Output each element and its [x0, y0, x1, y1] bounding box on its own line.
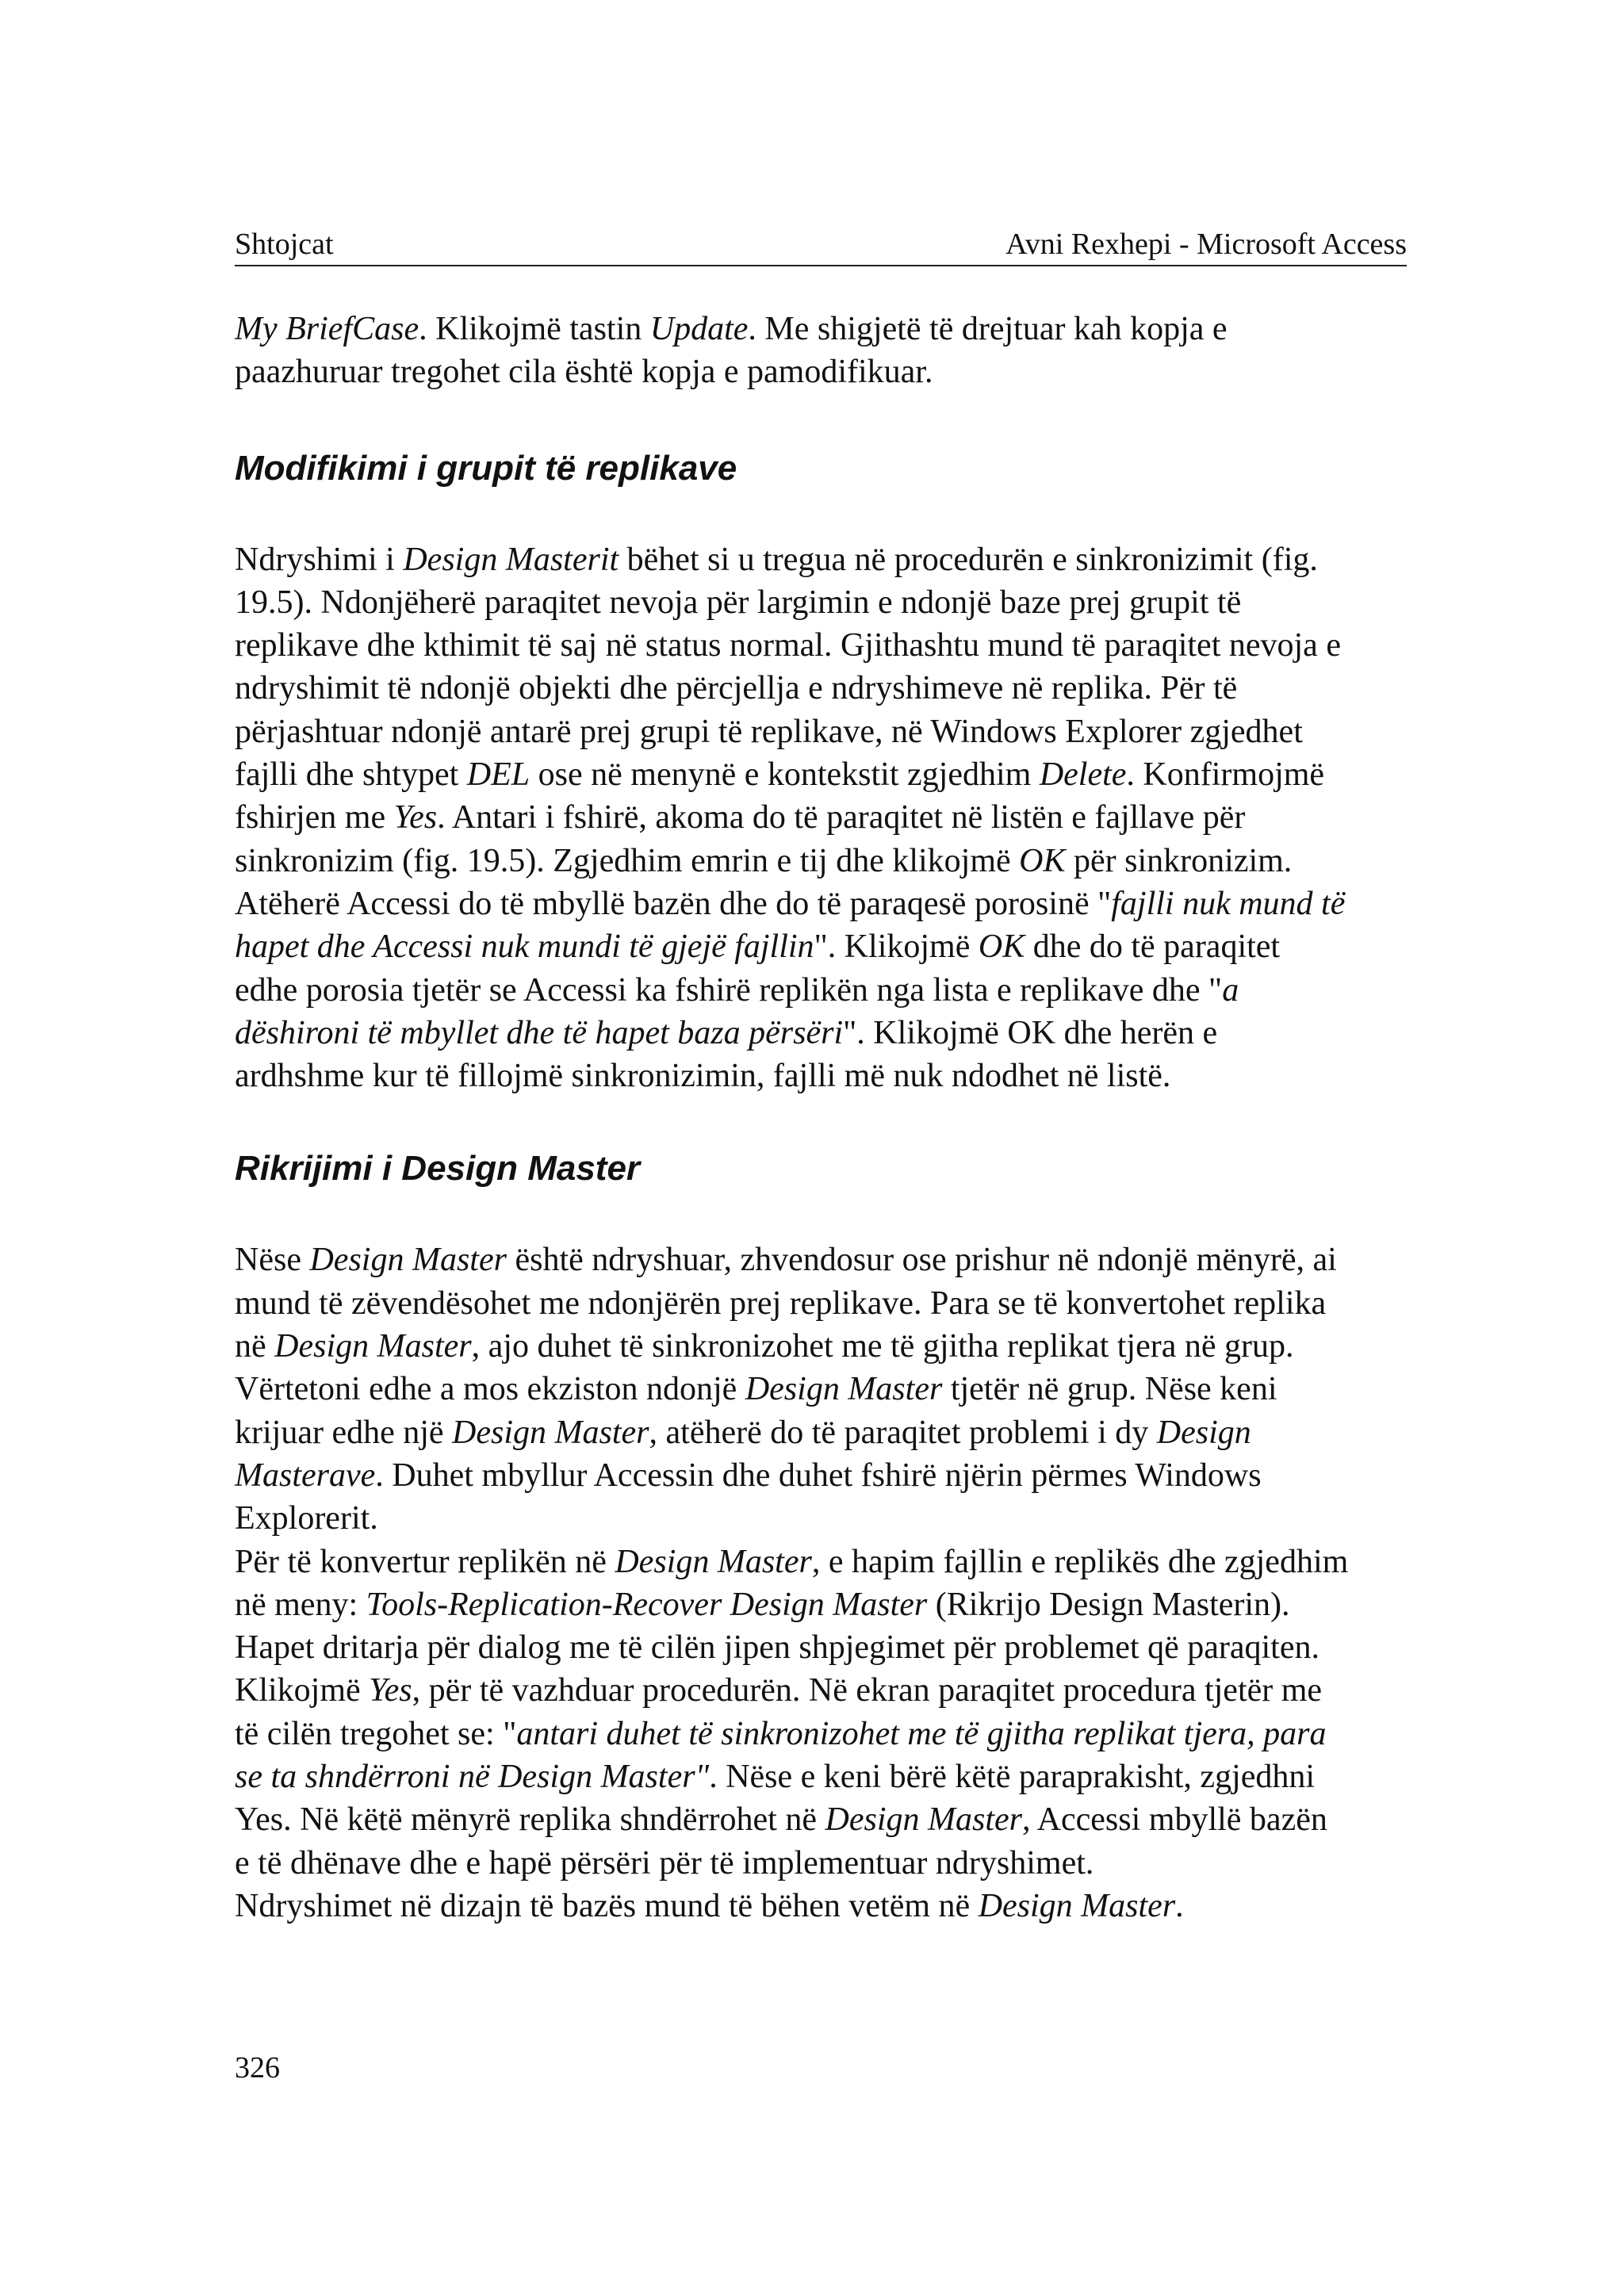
italic-text: Delete [1039, 756, 1127, 794]
italic-text: Design [1156, 1414, 1251, 1451]
italic-text: OK [1019, 842, 1066, 879]
italic-text: Yes [369, 1672, 412, 1709]
italic-text: My BriefCase [235, 311, 419, 347]
italic-text: antari duhet të sinkronizohet me të gjitha replikat tjera, para [516, 1715, 1327, 1752]
section-paragraph-modifikimi: Ndryshimi i Design Masterit bëhet si u tregua në procedurën e sinkronizimit (fig. 19.5). Ndonjëherë paraqitet nevoja për largimin e ndonjë baze prej grupit të replikave dhe kthimit të saj në status normal. Gjithashtu mund të paraqitet nevoja e ndryshimit të ndonjë objekti dhe përcjellja e ndryshimeve në replika. Për të përjashtuar ndonjë antarë prej grupi të replikave, në Windows Explorer zgjedhet fajlli dhe shtypet DEL ose në menynë e kontekstit zgjedhim Delete. Konfirmojmë fshirjen me Yes. Antari i fshirë, akoma do të paraqitet në listën e fajllave për sinkronizim (fig. 19.5). Zgjedhim emrin e tij dhe klikojmë OK për sinkronizim. Atëherë Accessi do të mbyllë bazën dhe do të paraqesë porosinë "fajlli nuk mund të hapet dhe Accessi nuk mundi të gjejë fajllin". Klikojmë OK dhe do të paraqitet edhe porosia tjetër se Accessi ka fshirë replikën nga lista e replikave dhe "a dëshironi të mbyllet dhe të hapet baza përsëri". Klikojmë OK dhe herën e ardhshme kur të fillojmë sinkronizimin, fajlli më nuk ndodhet në listë. [235, 541, 1346, 1095]
italic-text: Design Master [745, 1371, 943, 1408]
italic-text: Design Master [309, 1242, 507, 1279]
section-paragraph-rikrijimi: Nëse Design Master është ndryshuar, zhvendosur ose prishur në ndonjë mënyrë, ai mund të zëvendësohet me ndonjërën prej replikave. Para se të konvertohet replika në Design Master, ajo duhet të sinkronizohet me të gjitha replikat tjera në grup. Vërtetoni edhe a mos ekziston ndonjë Design Master tjetër në grup. Nëse keni krijuar edhe një Design Master, atëherë do të paraqitet problemi i dy Design Masterave. Duhet mbyllur Accessin dhe duhet fshirë njërin përmes Windows Explorerit. Për të konvertur replikën në Design Master, e hapim fajllin e replikës dhe zgjedhim në meny: Tools-Replication-Recover Design Master (Rikrijo Design Masterin). Hapet dritarja për dialog me të cilën jipen shpjegimet për problemet që paraqiten. Klikojmë Yes, për të vazhduar procedurën. Në ekran paraqitet procedura tjetër me të cilën tregohet se: "antari duhet të sinkronizohet me të gjitha replikat tjera, para se ta shndërroni në Design Master". Nëse e keni bërë këtë paraprakisht, zgjedhni Yes. Në këtë mënyrë replika shndërrohet në Design Master, Accessi mbyllë bazën e të dhënave dhe e hapë përsëri për të implementuar ndryshimet. Ndryshimet në dizajn të bazës mund të bëhen vetëm në Design Master. [235, 1242, 1349, 1924]
italic-text: fajlli nuk mund të [1111, 885, 1346, 922]
italic-text: Design Master [825, 1801, 1022, 1839]
italic-text: a [1222, 971, 1239, 1009]
italic-text: DEL [466, 756, 530, 794]
italic-text: dëshironi të mbyllet dhe të hapet baza përsëri [235, 1014, 844, 1051]
section-heading-rikrijimi: Rikrijimi i Design Master [235, 1149, 641, 1189]
italic-text: Design Master [274, 1328, 472, 1365]
italic-text: Design Masterit [403, 541, 619, 578]
page-number: 326 [235, 2051, 280, 2084]
italic-text: hapet dhe Accessi nuk mundi të gjejë fajllin [235, 928, 814, 966]
italic-text: Design Master [978, 1887, 1176, 1924]
italic-text: Design Master [452, 1414, 649, 1451]
italic-text: Masterave [235, 1457, 376, 1494]
intro-paragraph: My BriefCase. Klikojmë tastin Update. Me shigjetë të drejtuar kah kopja e paazhuruar tregohet cila është kopja e pamodifikuar. [235, 311, 1228, 391]
italic-text: OK [978, 928, 1025, 966]
header-author-book: Avni Rexhepi - Microsoft Access [1005, 228, 1407, 261]
italic-text: se ta shndërroni në Design Master" [235, 1759, 710, 1796]
running-header [235, 224, 1407, 266]
section-heading-modifikimi: Modifikimi i grupit të replikave [235, 448, 737, 488]
header-section-title: Shtojcat [235, 228, 334, 261]
page-content [235, 308, 1424, 1927]
italic-text: Yes [393, 799, 438, 836]
italic-text: Tools-Replication-Recover Design Master [366, 1586, 928, 1623]
italic-text: Design Master [615, 1543, 812, 1580]
italic-text: Update [649, 311, 749, 347]
